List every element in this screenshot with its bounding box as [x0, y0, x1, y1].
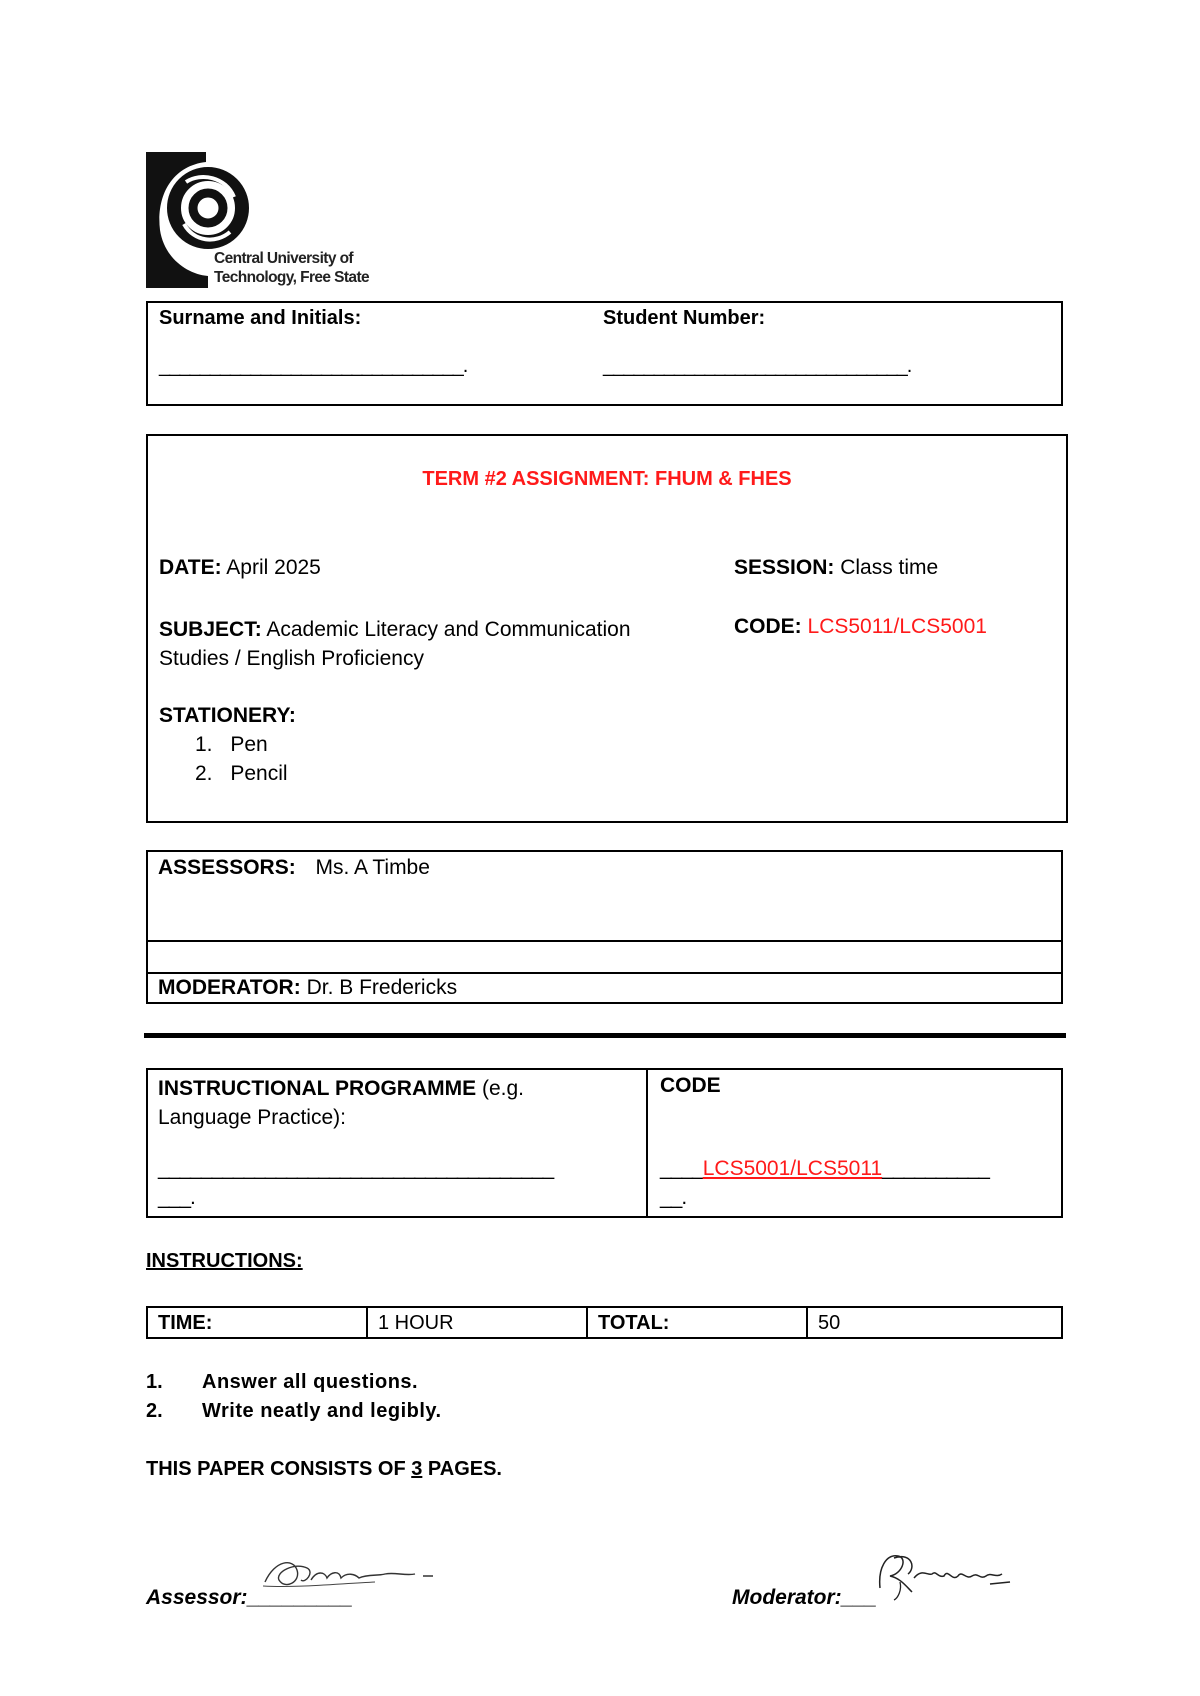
- total-label: TOTAL:: [598, 1312, 670, 1334]
- student-number-field[interactable]: ______________________________.: [603, 355, 912, 377]
- stationery-item-num: 1.: [195, 733, 213, 756]
- stationery-item-text: Pen: [230, 733, 268, 756]
- subject-value-line1: Academic Literacy and Communication: [266, 618, 631, 641]
- page-count-notice: [146, 1458, 502, 1481]
- instruction-item: [146, 1400, 442, 1423]
- stationery-item-text: Pencil: [230, 762, 288, 785]
- stationery-item: [195, 762, 288, 786]
- code-value: LCS5011/LCS5001: [807, 615, 987, 638]
- pages-suffix: PAGES.: [422, 1458, 502, 1480]
- section-separator: [144, 1033, 1066, 1038]
- subject-label: SUBJECT:: [159, 618, 262, 641]
- session-row: [734, 556, 938, 580]
- instructions-heading: INSTRUCTIONS:: [146, 1250, 303, 1272]
- assignment-title: TERM #2 ASSIGNMENT: FHUM & FHES: [422, 468, 792, 490]
- programme-code-field[interactable]: [660, 1154, 989, 1212]
- university-logo: [146, 152, 376, 288]
- moderator-value: Dr. B Fredericks: [306, 976, 458, 999]
- programme-field[interactable]: [158, 1154, 553, 1212]
- moderator-row: [158, 976, 457, 1000]
- column-divider: [646, 1070, 648, 1216]
- session-value: Class time: [840, 556, 939, 579]
- assessor-sign-label: Assessor:: [146, 1586, 248, 1609]
- stationery-item-num: 2.: [195, 762, 213, 785]
- assessors-label: ASSESSORS:: [158, 856, 296, 879]
- date-value: April 2025: [226, 556, 321, 579]
- total-value: 50: [818, 1312, 841, 1334]
- student-details-box: [146, 301, 1063, 406]
- moderator-sign-blank[interactable]: ___: [841, 1586, 877, 1609]
- programme-label-rest2: Language Practice):: [158, 1106, 346, 1129]
- moderator-signature-line: [732, 1586, 877, 1610]
- time-value: 1 HOUR: [378, 1312, 454, 1334]
- instruction-num: 1.: [146, 1371, 163, 1393]
- session-label: SESSION:: [734, 556, 835, 579]
- time-label: TIME:: [158, 1312, 213, 1334]
- date-label: DATE:: [159, 556, 222, 579]
- assignment-details-box: [146, 434, 1068, 823]
- instruction-item: [146, 1371, 419, 1394]
- surname-label: Surname and Initials:: [159, 307, 362, 329]
- time-total-table: [146, 1306, 1063, 1339]
- student-number-label: Student Number:: [603, 307, 766, 329]
- subject-value-line2: Studies / English Proficiency: [159, 647, 424, 670]
- programme-code-label: CODE: [660, 1074, 721, 1097]
- moderator-sign-label: Moderator:: [732, 1586, 842, 1609]
- instruction-text: Write neatly and legibly.: [202, 1400, 442, 1422]
- moderator-signature-icon: [872, 1548, 1032, 1604]
- programme-label-bold: INSTRUCTIONAL PROGRAMME: [158, 1077, 477, 1100]
- code-blank-line2: __.: [660, 1186, 687, 1209]
- assessors-value: Ms. A Timbe: [315, 856, 430, 879]
- programme-blank-line2: ___.: [158, 1186, 195, 1209]
- moderator-label: MODERATOR:: [158, 976, 301, 999]
- code-suffix-blank: __________: [882, 1157, 989, 1180]
- row-divider: [148, 972, 1061, 974]
- assessor-sign-blank[interactable]: _________: [247, 1586, 353, 1609]
- assessor-signature-icon: [255, 1550, 475, 1600]
- programme-label: [158, 1074, 524, 1132]
- pages-prefix: THIS PAPER CONSISTS OF: [146, 1458, 412, 1480]
- instruction-num: 2.: [146, 1400, 163, 1422]
- logo-text-line1: Central University of: [214, 250, 353, 267]
- programme-code-value: LCS5001/LCS5011: [702, 1157, 883, 1180]
- assessors-row: [158, 856, 430, 880]
- row-divider: [148, 940, 1061, 942]
- code-label: CODE:: [734, 615, 802, 638]
- instruction-text: Answer all questions.: [202, 1371, 419, 1393]
- programme-box: [146, 1068, 1063, 1218]
- assessor-moderator-box: [146, 850, 1063, 1004]
- code-row: [734, 615, 987, 639]
- pages-count: 3: [411, 1458, 423, 1480]
- surname-field[interactable]: ______________________________.: [159, 355, 468, 377]
- stationery-label: STATIONERY:: [159, 704, 296, 727]
- subject-row: [159, 615, 631, 673]
- programme-label-rest1: (e.g.: [481, 1077, 524, 1100]
- logo-text-line2: Technology, Free State: [214, 269, 370, 286]
- programme-blank-line1: _____________________________________: [158, 1157, 554, 1180]
- date-row: [159, 556, 321, 580]
- stationery-item: [195, 733, 268, 757]
- code-prefix-blank: ____: [660, 1157, 703, 1180]
